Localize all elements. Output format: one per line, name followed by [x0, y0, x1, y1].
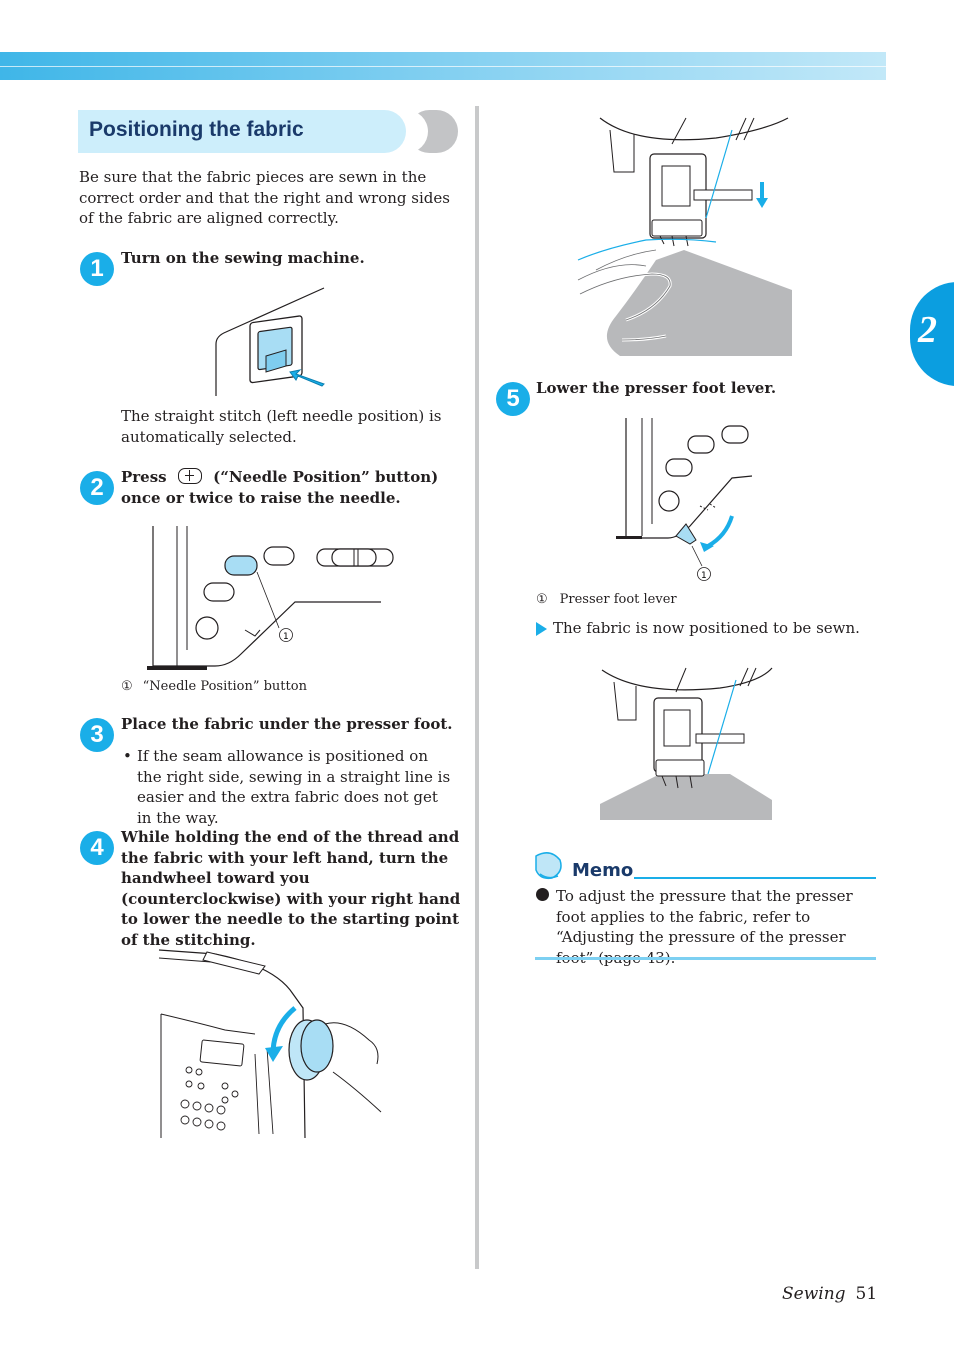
memo-header: [530, 850, 876, 882]
step-1-note: The straight stitch (left needle position) is automatically selected.: [121, 407, 442, 446]
result-text-row: [536, 618, 866, 639]
power-switch-illustration: [214, 286, 330, 402]
step-4-text: While holding the end of the thread and the fabric with your left hand, turn the handwheel toward you (counterclockwise) with your right hand to lower the needle to the starting point of the stitching.: [121, 828, 461, 949]
bullet-dot: •: [123, 747, 132, 765]
caption-text: “Needle Position” button: [142, 679, 307, 694]
intro-text: Be sure that the fabric pieces are sewn in the correct order and that the right and wrong sides of the fabric are aligned correctly.: [79, 168, 450, 227]
caption-marker: ①: [536, 592, 548, 607]
header-bar: [0, 52, 886, 80]
section-heading: [78, 110, 458, 154]
footer-section: Sewing: [782, 1284, 846, 1304]
step-1-text: Turn on the sewing machine.: [121, 249, 365, 267]
page-number: 51: [855, 1284, 878, 1304]
memo-item: [536, 886, 872, 968]
step-number-4: 4: [80, 831, 114, 865]
svg-text:1: 1: [283, 632, 289, 642]
memo-item-text: To adjust the pressure that the presser foot applies to the fabric, refer to “Adjusting the pressure of the presser: [556, 887, 853, 946]
step-2-text: [121, 467, 457, 508]
column-divider: [475, 106, 479, 1269]
step-number-1: 1: [80, 252, 114, 286]
presser-foot-lever-illustration: [612, 416, 758, 586]
chapter-tab: [910, 282, 954, 386]
needle-position-icon: [178, 468, 202, 484]
bullet-text: If the seam allowance is positioned on the right side, sewing in a straight line is easier and the extra fabric does not get in the way.: [137, 747, 451, 827]
memo-bell-icon: [530, 850, 566, 882]
page-footer: [782, 1284, 877, 1304]
svg-text:1: 1: [701, 571, 707, 581]
step-number-2: 2: [80, 471, 114, 505]
step-2-text-after: (“Needle Position” button) once or twice to raise the needle.: [121, 468, 439, 507]
chapter-number: 2: [918, 309, 937, 351]
needle-position-button-illustration: [145, 526, 397, 672]
memo-bullet-icon: [536, 888, 549, 901]
memo-bottom-rule: [535, 957, 876, 960]
section-title: Positioning the fabric: [89, 118, 304, 141]
step-2-caption: [121, 679, 307, 695]
memo-title: Memo: [572, 860, 634, 881]
fabric-positioned-illustration: [600, 662, 774, 820]
caption-marker: ①: [121, 679, 133, 694]
presser-foot-lowered-illustration: [576, 110, 794, 358]
handwheel-illustration: [155, 944, 387, 1140]
step-5-caption: [536, 592, 677, 608]
step-2-text-before: Press: [121, 468, 167, 486]
step-number-3: 3: [80, 718, 114, 752]
step-3-bullet: [121, 746, 457, 828]
step-number-5: 5: [496, 382, 530, 416]
step-5-text: Lower the presser foot lever.: [536, 379, 777, 397]
result-text: The fabric is now positioned to be sewn.: [553, 619, 860, 637]
caption-text: Presser foot lever: [559, 592, 677, 607]
step-3-text: Place the fabric under the presser foot.: [121, 715, 453, 733]
result-arrow-icon: [536, 622, 547, 636]
